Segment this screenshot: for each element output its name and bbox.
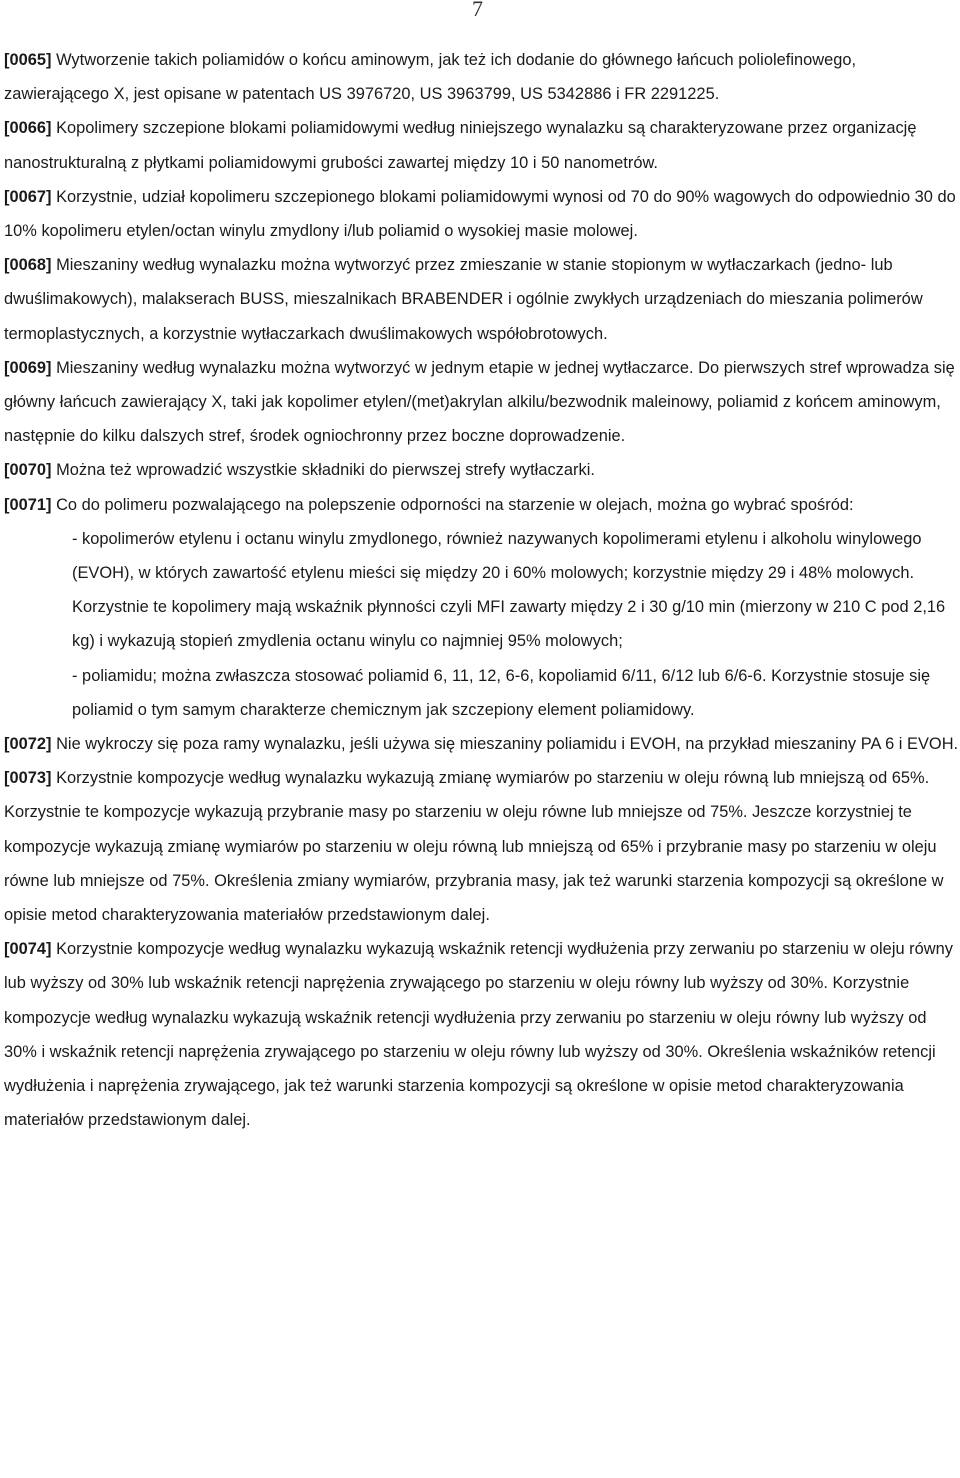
paragraph-0069	[4, 351, 959, 454]
paragraph-text: Korzystnie kompozycje według wynalazku wykazują zmianę wymiarów po starzeniu w oleju równą lub mniejszą od 65%. Korzystnie te kompozycje wykazują przybranie masy po starzeniu w oleju równe lub mniejsze od 75%. Jeszcze korzystniej te kompozycje wykazują zmianę wymiarów po starzeniu w oleju równą lub mniejszą od 65% i przybranie masy po starzeniu w oleju równe lub mniejsze od 75%. Określenia zmiany wymiarów, przybrania masy, jak też warunki starzenia kompozycji są określone w opisie metod charakteryzowania materiałów przedstawionym dalej.	[4, 769, 944, 925]
paragraph-0071	[4, 488, 959, 522]
paragraph-number: [0069]	[4, 358, 52, 377]
paragraph-text: Kopolimery szczepione blokami poliamidowymi według niniejszego wynalazku są charakteryzowane przez organizację nanostrukturalną z płytkami poliamidowymi grubości zawartej między 10 i 50 nanometrów.	[4, 119, 917, 172]
paragraph-number: [0068]	[4, 256, 52, 275]
paragraph-text: Mieszaniny według wynalazku można wytworzyć przez zmieszanie w stanie stopionym w wytłaczarkach (jedno- lub dwuślimakowych), malakserach BUSS, mieszalnikach BRABENDER i ogólnie zwykłych urządzeniach do mieszania polimerów termoplastycznych, a korzystnie wytłaczarkach dwuślimakowych współobrotowych.	[4, 256, 923, 343]
paragraph-0070	[4, 453, 959, 487]
list-item: - poliamidu; można zwłaszcza stosować poliamid 6, 11, 12, 6-6, kopoliamid 6/11, 6/12 lub 6/6-6. Korzystnie stosuje się poliamid o tym samym charakterze chemicznym jak szczepiony element poliamidowy.	[72, 666, 931, 719]
paragraph-number: [0067]	[4, 187, 52, 206]
paragraph-text: Wytworzenie takich poliamidów o końcu aminowym, jak też ich dodanie do głównego łańcuch poliolefinowego, zawierającego X, jest opisane w patentach US 3976720, US 3963799, US 5342886 i FR 2291225.	[4, 51, 857, 104]
paragraph-0074	[4, 932, 959, 1137]
paragraph-number: [0070]	[4, 461, 52, 480]
paragraph-text: Nie wykroczy się poza ramy wynalazku, jeśli używa się mieszaniny poliamidu i EVOH, na przykład mieszaniny PA 6 i EVOH.	[51, 735, 959, 754]
paragraph-0067	[4, 180, 959, 248]
paragraph-text: Można też wprowadzić wszystkie składniki do pierwszej strefy wytłaczarki.	[51, 461, 595, 480]
paragraph-number: [0074]	[4, 940, 52, 959]
page-number: 7	[472, 0, 483, 21]
list-item: - kopolimerów etylenu i octanu winylu zmydlonego, również nazywanych kopolimerami etylenu i alkoholu winylowego (EVOH), w których zawartość etylenu mieści się między 20 i 60% molowych; korzystnie między 29 i 48% molowych. Korzystnie te kopolimery mają wskaźnik płynności czyli MFI zawarty między 2 i 30 g/10 min (mierzony w 210 C pod 2,16 kg) i wykazują stopień zmydlenia octanu winylu co najmniej 95% molowych;	[72, 529, 946, 651]
paragraph-number: [0066]	[4, 119, 52, 138]
polymer-options-list	[4, 522, 959, 727]
paragraph-text: Co do polimeru pozwalającego na polepszenie odporności na starzenie w olejach, można go wybrać spośród:	[51, 495, 854, 514]
paragraph-0072	[4, 727, 959, 761]
paragraph-number: [0072]	[4, 735, 52, 754]
paragraph-0068	[4, 248, 959, 351]
paragraph-0073	[4, 761, 959, 932]
paragraph-number: [0071]	[4, 495, 52, 514]
paragraph-0066	[4, 111, 959, 179]
paragraph-0065	[4, 43, 959, 111]
paragraph-text: Korzystnie, udział kopolimeru szczepionego blokami poliamidowymi wynosi od 70 do 90% wagowych do odpowiednio 30 do 10% kopolimeru etylen/octan winylu zmydlony i/lub poliamid o wysokiej masie molowej.	[4, 187, 956, 241]
document-body	[4, 43, 959, 1138]
paragraph-number: [0073]	[4, 769, 52, 788]
paragraph-text: Mieszaniny według wynalazku można wytworzyć w jednym etapie w jednej wytłaczarce. Do pierwszych stref wprowadza się główny łańcuch zawierający X, taki jak kopolimer etylen/(met)akrylan alkilu/bezwodnik maleinowy, poliamid z końcem aminowym, następnie do kilku dalszych stref, środek ogniochronny przez boczne doprowadzenie.	[4, 358, 955, 446]
paragraph-text: Korzystnie kompozycje według wynalazku wykazują wskaźnik retencji wydłużenia przy zerwaniu po starzeniu w oleju równy lub wyższy od 30% lub wskaźnik retencji naprężenia zrywającego po starzeniu w oleju równy lub wyższy od 30%. Korzystnie kompozycje według wynalazku wykazują wskaźnik retencji wydłużenia przy zerwaniu po starzeniu w oleju równy lub wyższy od 30% i wskaźnik retencji naprężenia zrywającego po starzeniu w oleju równy lub wyższy od 30%. Określenia wskaźników retencji wydłużenia i naprężenia zrywającego, jak też warunki starzenia kompozycji są określone w opisie metod charakteryzowania materiałów przedstawionym dalej.	[4, 940, 954, 1130]
paragraph-number: [0065]	[4, 51, 52, 69]
